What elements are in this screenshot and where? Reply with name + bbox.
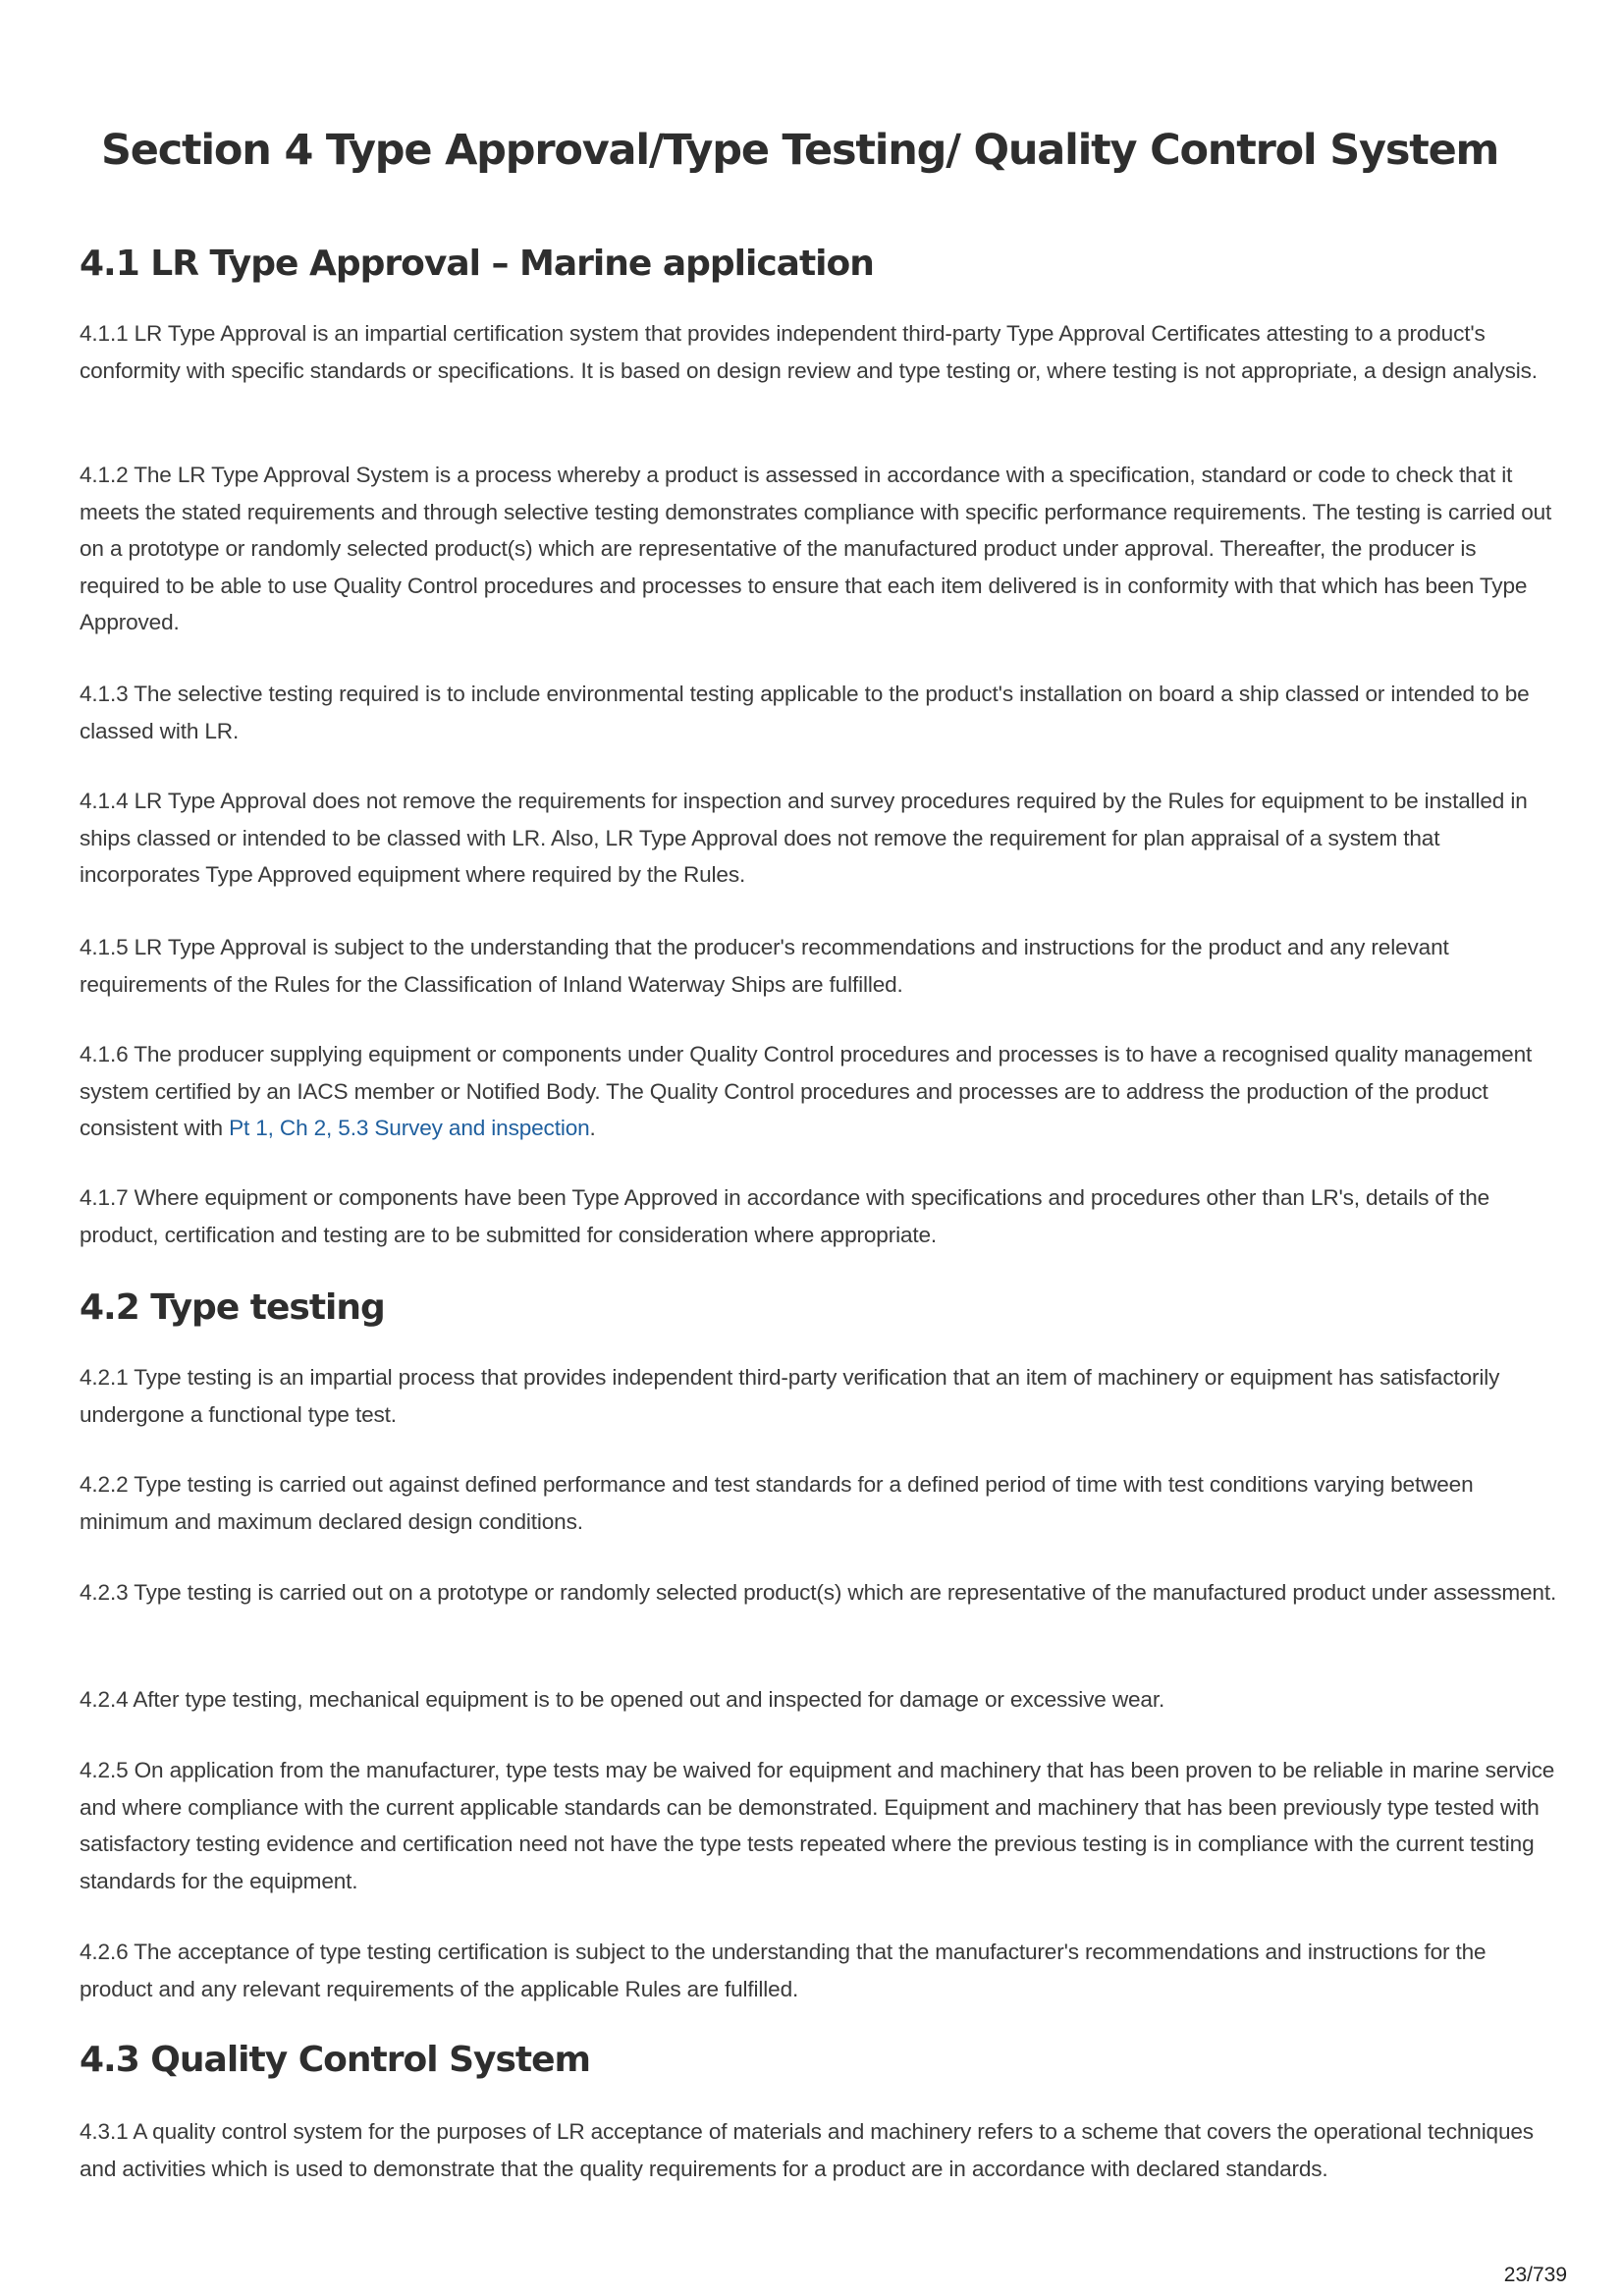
heading-4-2: 4.2 Type testing (80, 1287, 385, 1328)
link-pt1-ch2-survey[interactable]: Pt 1, Ch 2, 5.3 Survey and inspection (229, 1116, 590, 1140)
section-title: Section 4 Type Approval/Type Testing/ Quality Control System (101, 126, 1499, 175)
para-4-2-2: 4.2.2 Type testing is carried out against defined performance and test standards for a defined period of time with test conditions varying between minimum and maximum declared design conditions. (80, 1472, 1474, 1534)
para-4-2-3: 4.2.3 Type testing is carried out on a prototype or randomly selected product(s) which are representative of the manufactured product under assessment. (80, 1580, 1557, 1605)
para-4-1-6 (80, 1036, 1562, 1147)
para-4-2-5: 4.2.5 On application from the manufacturer, type tests may be waived for equipment and machinery that has been proven to be reliable in marine service and where compliance with the current applicable standards can be demonstrated. Equipment and machinery that has been previously type tested with satisfactory testing evidence and certification need not have the type tests repeated where the previous testing is in compliance with the current testing standards for the equipment. (80, 1758, 1555, 1893)
para-4-1-6-end: . (589, 1116, 596, 1140)
page-number: 23/739 (1503, 2264, 1567, 2286)
para-4-1-4: 4.1.4 LR Type Approval does not remove the requirements for inspection and survey procedures required by the Rules for equipment to be installed in ships classed or intended to be classed with LR. Also, LR Type Approval does not remove the requirement for plan appraisal of a system that incorporates Type Approved equipment where required by the Rules. (80, 789, 1528, 887)
para-4-1-2: 4.1.2 The LR Type Approval System is a process whereby a product is assessed in accordance with a specification, standard or code to check that it meets the stated requirements and through selective testing demonstrates compliance with specific performance requirements. The testing is carried out on a prototype or randomly selected product(s) which are representative of the manufactured product under approval. Thereafter, the producer is required to be able to use Quality Control procedures and processes to ensure that each item delivered is in conformity with that which has been Type Approved. (80, 463, 1552, 634)
para-4-2-6: 4.2.6 The acceptance of type testing certification is subject to the understanding that the manufacturer's recommendations and instructions for the product and any relevant requirements of the applicable Rules are fulfilled. (80, 1940, 1487, 2001)
heading-4-1: 4.1 LR Type Approval – Marine application (80, 244, 874, 284)
para-4-1-5: 4.1.5 LR Type Approval is subject to the understanding that the producer's recommendations and instructions for the product and any relevant requirements of the Rules for the Classification of Inland Waterway Ships are fulfilled. (80, 935, 1449, 997)
para-4-1-6-text: 4.1.6 The producer supplying equipment or components under Quality Control procedures and processes is to have a recognised quality management system certified by an IACS member or Notified Body. The Quality Control procedures and processes are to address the production of the product consistent with (80, 1042, 1533, 1140)
para-4-1-3: 4.1.3 The selective testing required is to include environmental testing applicable to the product's installation on board a ship classed or intended to be classed with LR. (80, 682, 1530, 743)
para-4-3-1: 4.3.1 A quality control system for the purposes of LR acceptance of materials and machinery refers to a scheme that covers the operational techniques and activities which is used to demonstrate that the quality requirements for a product are in accordance with declared standards. (80, 2119, 1534, 2181)
para-4-1-1: 4.1.1 LR Type Approval is an impartial certification system that provides independent third-party Type Approval Certificates attesting to a product's conformity with specific standards or specifications. It is based on design review and type testing or, where testing is not appropriate, a design analysis. (80, 321, 1538, 383)
para-4-1-7: 4.1.7 Where equipment or components have been Type Approved in accordance with specifications and procedures other than LR's, details of the product, certification and testing are to be submitted for consideration where appropriate. (80, 1185, 1490, 1247)
para-4-2-1: 4.2.1 Type testing is an impartial process that provides independent third-party verification that an item of machinery or equipment has satisfactorily undergone a functional type test. (80, 1365, 1500, 1427)
heading-4-3: 4.3 Quality Control System (80, 2040, 591, 2080)
para-4-2-4: 4.2.4 After type testing, mechanical equipment is to be opened out and inspected for damage or excessive wear. (80, 1687, 1165, 1712)
